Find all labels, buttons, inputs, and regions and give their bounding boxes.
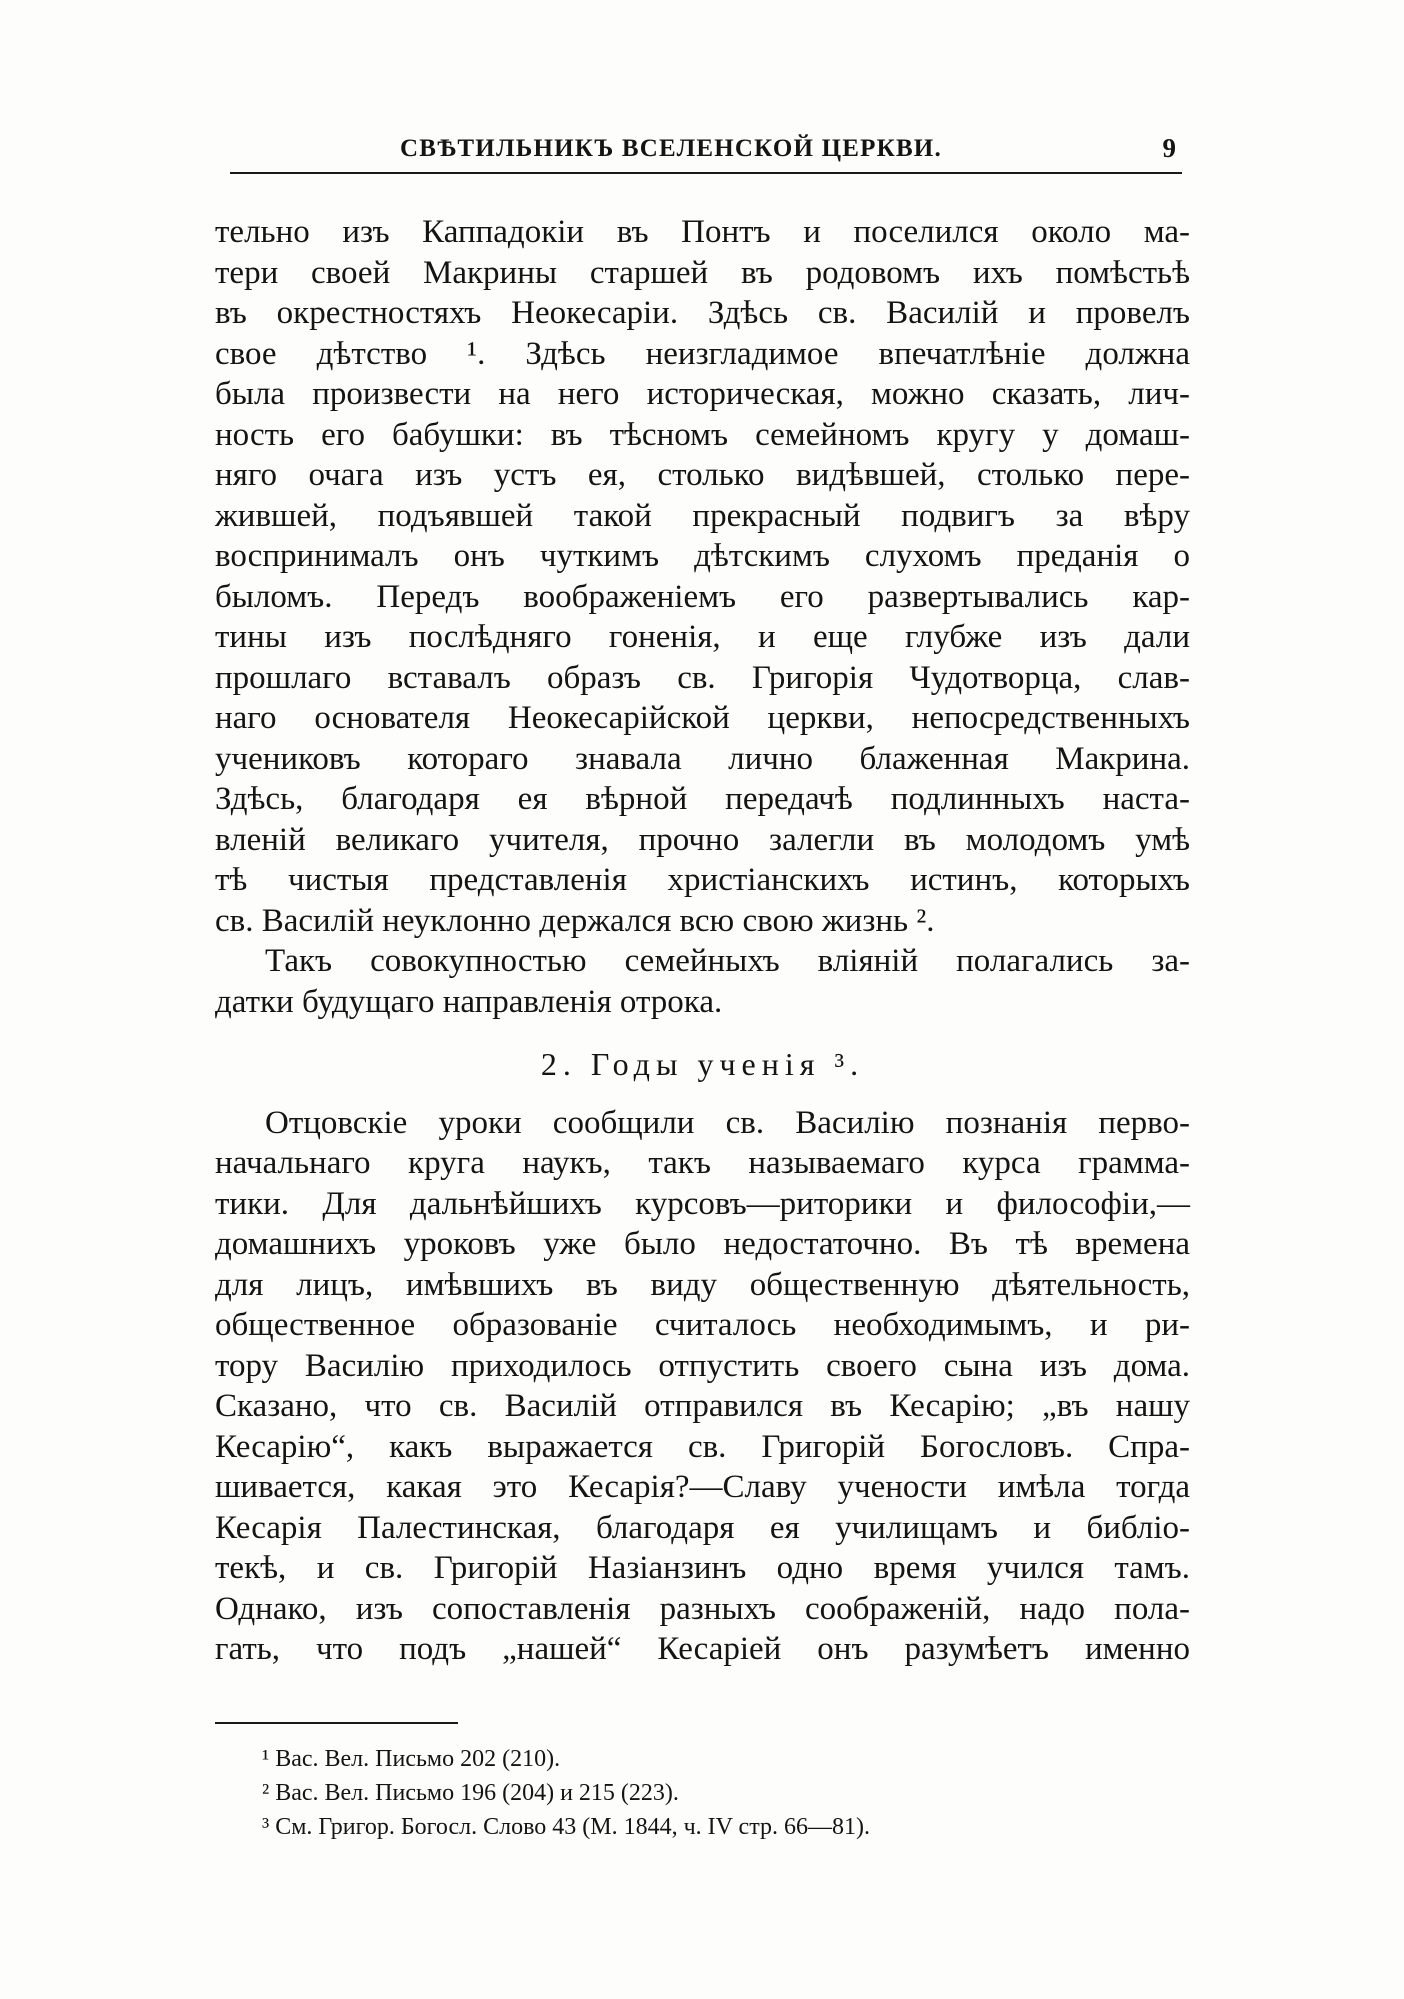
text-line: въ окрестностяхъ Неокесаріи. Здѣсь св. Василій и провелъ: [215, 295, 1190, 331]
footnote-rule: [215, 1722, 458, 1724]
footnotes: [262, 1742, 1162, 1844]
header-rule: [230, 172, 1182, 174]
text-line: Здѣсь, благодаря ея вѣрной передачѣ подлинныхъ наста-: [215, 781, 1190, 817]
text-line: домашнихъ уроковъ уже было недостаточно. Въ тѣ времена: [215, 1226, 1190, 1262]
text-line: воспринималъ онъ чуткимъ дѣтскимъ слухомъ преданія о: [215, 538, 1190, 574]
section-heading: 2. Годы ученія ³.: [540, 1046, 865, 1082]
running-title: СВѢТИЛЬНИКЪ ВСЕЛЕНСКОЙ ЦЕРКВИ.: [400, 135, 942, 162]
footnote: ³ См. Григор. Богосл. Слово 43 (М. 1844, ч. IV стр. 66—81).: [262, 1814, 870, 1840]
text-line: была произвести на него историческая, можно сказать, лич-: [215, 376, 1190, 412]
text-line: тины изъ послѣдняго гоненія, и еще глубже изъ дали: [215, 619, 1190, 655]
text-line: няго очага изъ устъ ея, столько видѣвшей, столько пере-: [215, 457, 1190, 493]
text-line: прошлаго вставалъ образъ св. Григорія Чудотворца, слав-: [215, 659, 1190, 696]
footnote: ¹ Вас. Вел. Письмо 202 (210).: [262, 1746, 561, 1772]
text-line: тельно изъ Каппадокіи въ Понтъ и поселился около ма-: [215, 214, 1190, 250]
text-line: тѣ чистыя представленія христіанскихъ истинъ, которыхъ: [215, 862, 1190, 898]
page-number: 9: [1162, 133, 1176, 163]
footnote: ² Вас. Вел. Письмо 196 (204) и 215 (223).: [262, 1780, 679, 1806]
text-line: учениковъ котораго знавала лично блаженная Макрина.: [215, 740, 1190, 777]
paragraph-1: [215, 212, 1190, 941]
text-line: датки будущаго направленія отрока.: [215, 983, 723, 1020]
text-line: тери своей Макрины старшей въ родовомъ ихъ помѣстьѣ: [215, 254, 1190, 291]
text-line: тору Василію приходилось отпустить своего сына изъ дома.: [215, 1347, 1190, 1384]
text-line: Кесарія Палестинская, благодаря ея училищамъ и библіо-: [215, 1509, 1190, 1546]
text-line: св. Василій неуклонно держался всю свою жизнь ².: [215, 902, 935, 939]
text-line: гать, что подъ „нашей“ Кесаріей онъ разумѣетъ именно: [215, 1631, 1190, 1667]
text-line: вленій великаго учителя, прочно залегли въ молодомъ умѣ: [215, 821, 1190, 858]
paragraph-2: [215, 941, 1190, 1022]
text-line: общественное образованіе считалось необходимымъ, и ри-: [215, 1307, 1190, 1343]
body-text: [215, 212, 1190, 1670]
text-line: быломъ. Передъ воображеніемъ его развертывались кар-: [215, 578, 1190, 615]
text-line: жившей, подъявшей такой прекрасный подвигъ за вѣру: [215, 497, 1190, 534]
running-head: [230, 135, 1182, 165]
text-line: начальнаго круга наукъ, такъ называемаго курса грамма-: [215, 1145, 1190, 1181]
text-line: тики. Для дальнѣйшихъ курсовъ—риторики и философіи,—: [215, 1185, 1190, 1222]
text-line: наго основателя Неокесарійской церкви, непосредственныхъ: [215, 700, 1190, 736]
text-line: шивается, какая это Кесарія?—Славу учености имѣла тогда: [215, 1469, 1190, 1505]
text-line: свое дѣтство ¹. Здѣсь неизгладимое впечатлѣніе должна: [215, 335, 1190, 372]
text-line: для лицъ, имѣвшихъ въ виду общественную дѣятельность,: [215, 1266, 1190, 1303]
paragraph-3: [215, 1103, 1190, 1670]
text-line: Отцовскіе уроки сообщили св. Василію познанія перво-: [265, 1104, 1190, 1141]
text-line: Сказано, что св. Василій отправился въ Кесарію; „въ нашу: [215, 1388, 1190, 1424]
text-line: Такъ совокупностью семейныхъ вліяній полагались за-: [265, 943, 1190, 979]
text-line: текѣ, и св. Григорій Назіанзинъ одно время учился тамъ.: [215, 1550, 1190, 1586]
text-line: Кесарію“, какъ выражается св. Григорій Богословъ. Спра-: [215, 1428, 1190, 1465]
text-line: ность его бабушки: въ тѣсномъ семейномъ кругу у домаш-: [215, 416, 1190, 453]
text-line: Однако, изъ сопоставленія разныхъ соображеній, надо пола-: [215, 1590, 1190, 1627]
